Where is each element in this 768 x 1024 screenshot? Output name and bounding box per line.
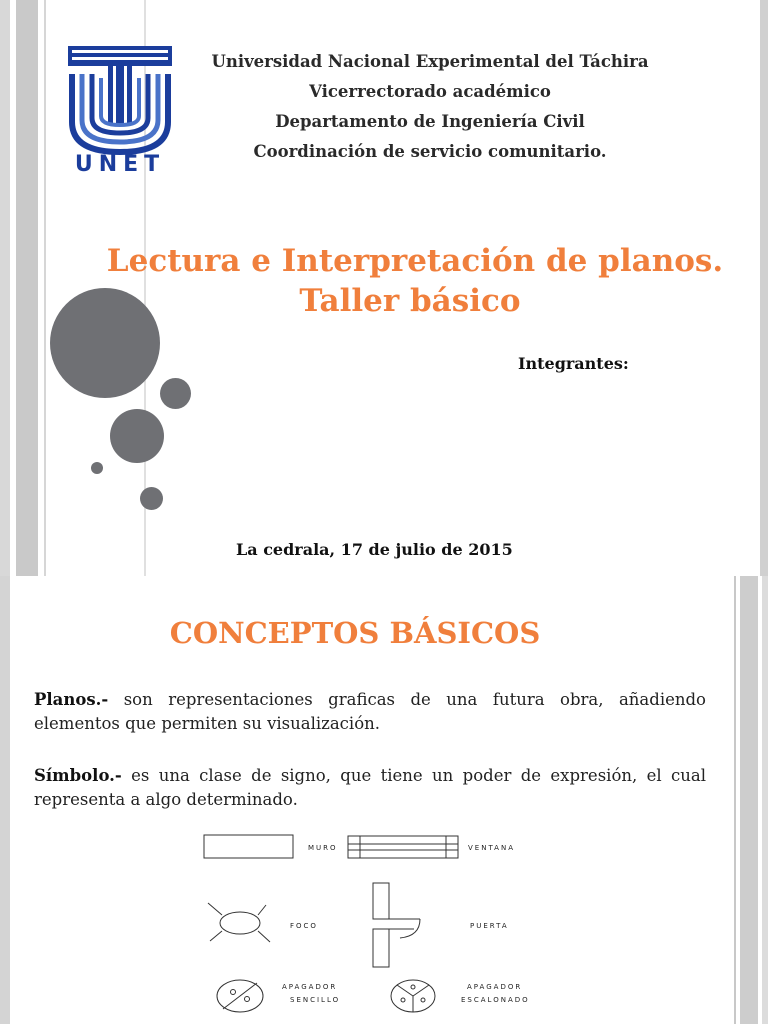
presentation-title-line-2: Taller básico xyxy=(299,283,521,319)
decorative-circle-medium xyxy=(110,409,164,463)
presentation-title-line-1: Lectura e Interpretación de planos. xyxy=(106,243,724,279)
planos-term: Planos.- xyxy=(34,690,109,709)
concepts-slide xyxy=(0,576,768,1024)
single-switch-symbol xyxy=(217,980,263,1012)
institution-line-3: Departamento de Ingeniería Civil xyxy=(275,112,585,131)
light-bulb-label: FOCO xyxy=(290,922,318,930)
door-label: PUERTA xyxy=(470,922,509,930)
stair-switch-label-1: APAGADOR xyxy=(467,983,523,991)
planos-text: son representaciones graficas de una futura obra, añadiendo elementos que permiten su visualización. xyxy=(34,690,706,733)
simbolo-term: Símbolo.- xyxy=(34,766,122,785)
door-symbol xyxy=(373,883,420,967)
members-label: Integrantes: xyxy=(518,354,629,373)
single-switch-label-1: APAGADOR xyxy=(282,983,338,991)
slide-heading: CONCEPTOS BÁSICOS xyxy=(169,616,541,650)
simbolo-text: es una clase de signo, que tiene un poder de expresión, el cual representa a algo determinado. xyxy=(34,766,706,809)
institution-line-2: Vicerrectorado académico xyxy=(309,82,551,101)
right-bar xyxy=(760,0,768,576)
logo-text: UNET xyxy=(74,152,166,177)
window-symbol xyxy=(348,836,458,858)
institution-line-4: Coordinación de servicio comunitario. xyxy=(253,142,607,161)
symbols-diagram xyxy=(0,576,768,1024)
decorative-circle-dot xyxy=(91,462,103,474)
light-bulb-symbol xyxy=(208,903,270,942)
wall-symbol xyxy=(204,835,293,858)
decorative-circle-small-1 xyxy=(160,378,191,409)
left-bar-outer xyxy=(0,0,10,576)
decorative-circle-small-2 xyxy=(140,487,163,510)
left-bar-main xyxy=(16,0,38,576)
window-label: VENTANA xyxy=(468,844,515,852)
wall-label: MURO xyxy=(308,844,338,852)
single-switch-label-2: SENCILLO xyxy=(290,996,341,1004)
institution-line-1: Universidad Nacional Experimental del Táchira xyxy=(211,52,649,71)
stair-switch-label-2: ESCALONADO xyxy=(461,996,530,1004)
left-bar-line xyxy=(44,0,46,576)
place-date: La cedrala, 17 de julio de 2015 xyxy=(236,540,513,559)
stair-switch-symbol xyxy=(391,980,435,1012)
decorative-circle-large xyxy=(50,288,160,398)
